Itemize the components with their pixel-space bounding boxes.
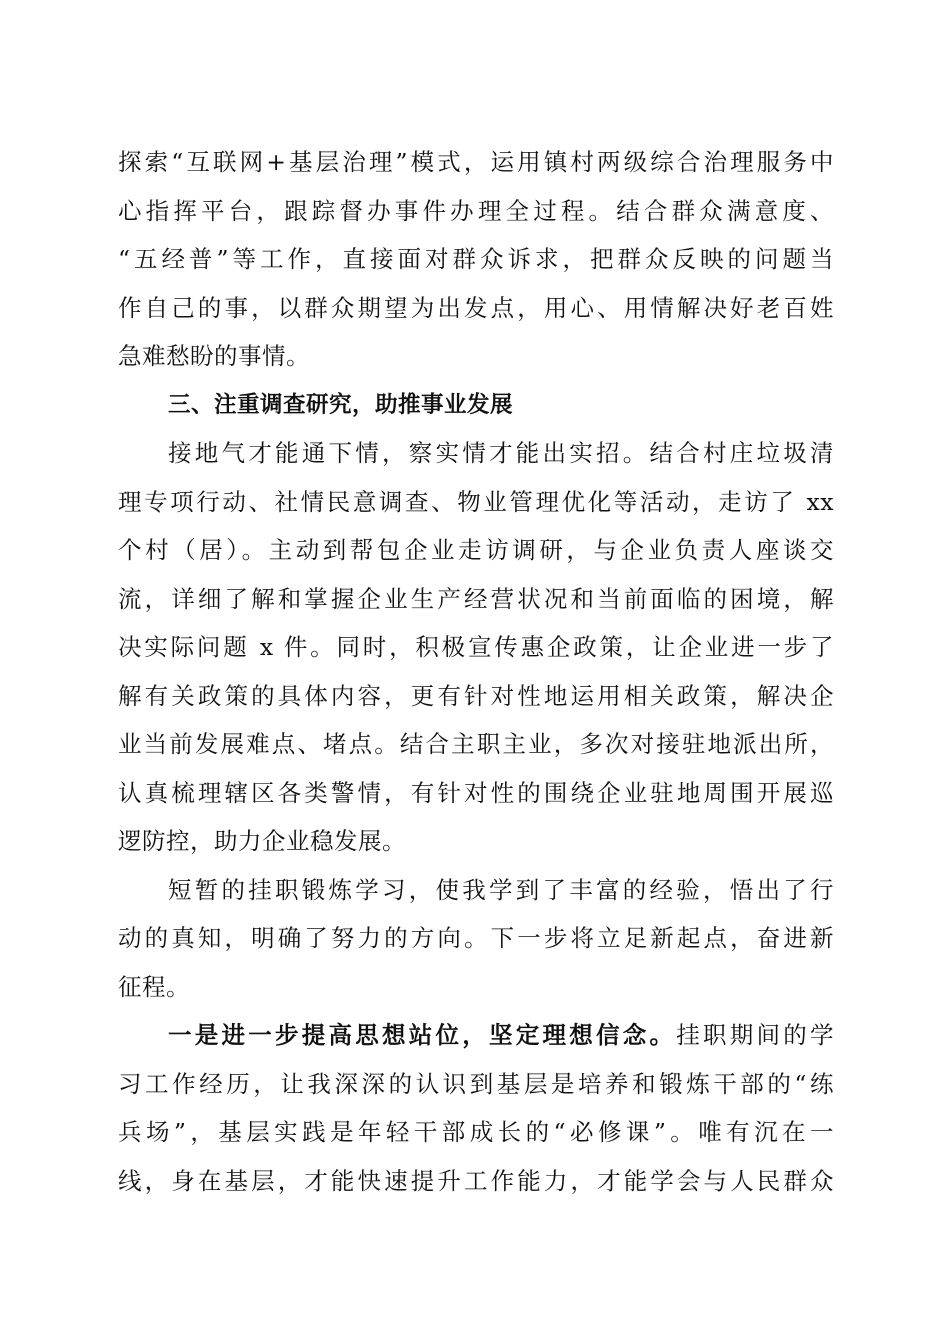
text-line: 动的真知，明确了努力的方向。下一步将立足新起点，奋进新: [118, 924, 834, 952]
text-line: 急难愁盼的事情。: [118, 342, 310, 370]
text-line: 习工作经历，让我深深的认识到基层是培养和锻炼干部的“练: [118, 1069, 834, 1098]
text-line: 接地气才能通下情，察实情才能出实招。结合村庄垃圾清: [168, 439, 834, 467]
text-line: “五经普”等工作，直接面对群众诉求，把群众反映的问题当: [118, 245, 834, 273]
text-line: 解有关政策的具体内容，更有针对性地运用相关政策，解决企: [118, 681, 834, 710]
text-line: 业当前发展难点、堵点。结合主职主业，多次对接驻地派出所，: [118, 730, 834, 758]
text-line: [118, 1011, 834, 1060]
text-line: 作自己的事，以群众期望为出发点，用心、用情解决好老百姓: [118, 293, 834, 322]
text-line: 逻防控，助力企业稳发展。: [118, 827, 406, 855]
section-heading: 三、注重调查研究，助推事业发展: [168, 391, 514, 418]
text-line: 个村（居）。主动到帮包企业走访调研，与企业负责人座谈交: [118, 536, 834, 564]
text-line: 线，身在基层，才能快速提升工作能力，才能学会与人民群众: [118, 1166, 834, 1195]
text-line: 心指挥平台，跟踪督办事件办理全过程。结合群众满意度、: [118, 196, 834, 225]
text-run: 挂职期间的学: [676, 1021, 834, 1049]
text-line: 兵场”，基层实践是年轻干部成长的“必修课”。唯有沉在一: [118, 1118, 834, 1146]
text-line: 理专项行动、社情民意调查、物业管理优化等活动，走访了 xx: [118, 487, 834, 516]
text-line: 征程。: [118, 972, 190, 1001]
text-line: 探索“互联网+基层治理”模式，运用镇村两级综合治理服务中: [118, 148, 834, 176]
text-line: 决实际问题 x 件。同时，积极宣传惠企政策，让企业进一步了: [118, 633, 834, 661]
document-body: [118, 138, 834, 1205]
text-line: 流，详细了解和掌握企业生产经营状况和当前面临的困境，解: [118, 584, 834, 613]
text-line: 短暂的挂职锻炼学习，使我学到了丰富的经验，悟出了行: [168, 875, 834, 904]
text-line: 认真梳理辖区各类警情，有针对性的围绕企业驻地周围开展巡: [118, 778, 834, 807]
bold-lead: 一是进一步提高思想站位，坚定理想信念。: [168, 1021, 677, 1049]
